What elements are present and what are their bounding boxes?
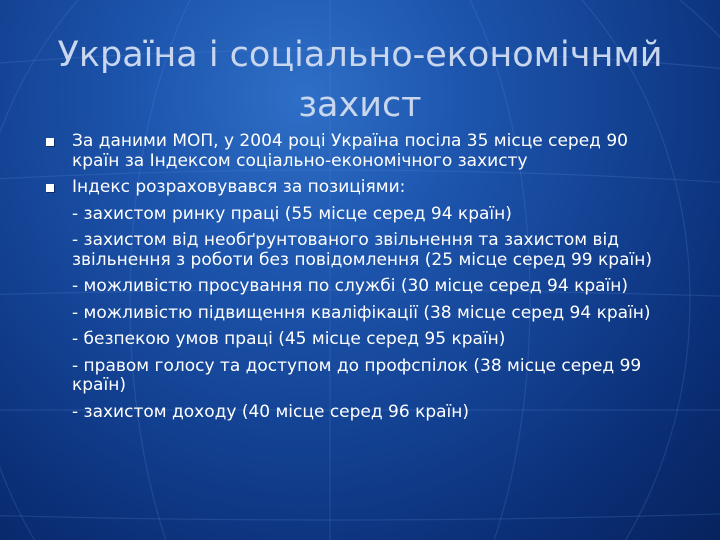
sub-item: - безпекою умов праці (45 місце серед 95 країн) bbox=[72, 329, 506, 349]
sub-item: - можливістю просування по службі (30 місце серед 94 країн) bbox=[72, 276, 629, 296]
bullet-item bbox=[44, 178, 674, 198]
slide-body bbox=[44, 132, 674, 429]
sub-item: - захистом ринку праці (55 місце серед 94 країн) bbox=[72, 203, 512, 224]
sub-item: - правом голосу та доступом до профспілок (38 місце серед 99 країн) bbox=[72, 355, 642, 395]
bullet-text: За даними МОП, у 2004 році Україна посіла 35 місце серед 90 країн за Індексом соціально-економічного захисту bbox=[72, 131, 628, 171]
sub-item: - захистом від необґрунтованого звільнення та захистом від звільнення з роботи без повідомлення (25 місце серед 99 країн) bbox=[72, 230, 652, 270]
square-bullet-icon bbox=[46, 184, 54, 192]
square-bullet-icon bbox=[46, 138, 54, 146]
bullet-text: Індекс розраховувався за позиціями: bbox=[72, 177, 406, 197]
bullet-item bbox=[44, 132, 674, 171]
sub-item: - захистом доходу (40 місце серед 96 країн) bbox=[72, 401, 470, 422]
slide-title: Україна і соціально-економічнмй захист bbox=[57, 35, 663, 125]
sub-item: - можливістю підвищення кваліфікації (38 місце серед 94 країн) bbox=[72, 302, 651, 323]
